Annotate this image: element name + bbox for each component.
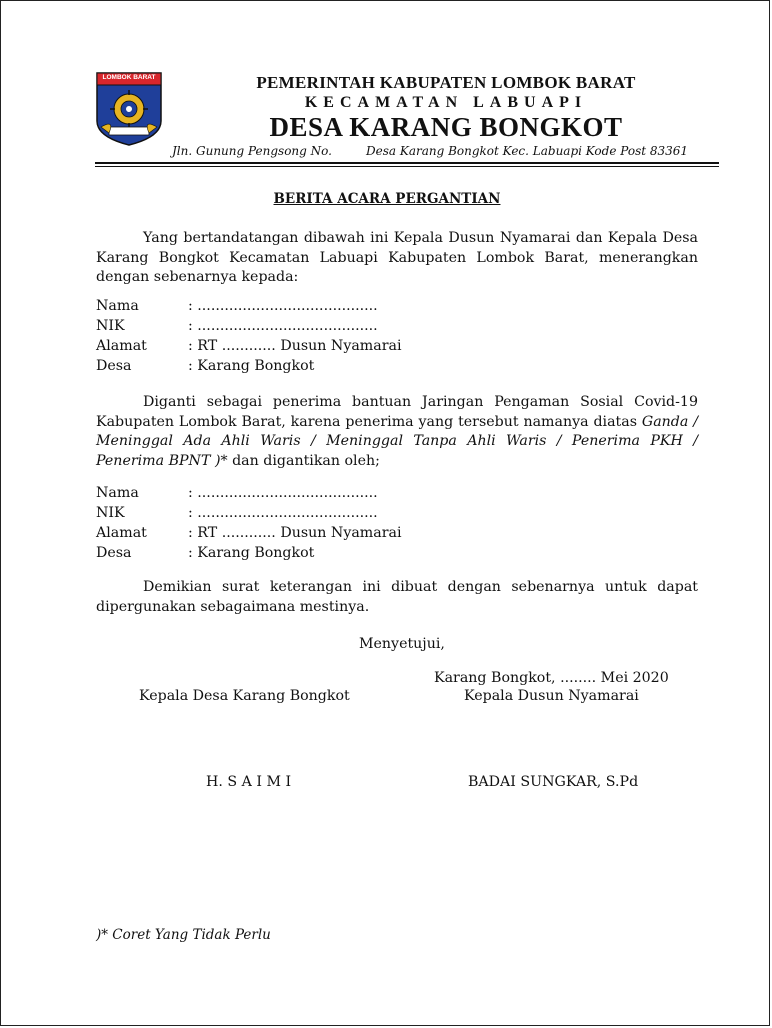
replacement-paragraph [96, 393, 698, 471]
field-label: NIK [96, 318, 125, 334]
letterhead-district: KECAMATAN LABUAPI [304, 94, 588, 111]
regency-emblem-logo [95, 71, 163, 147]
field-label: Desa [96, 545, 132, 561]
letterhead-village: DESA KARANG BONGKOT [269, 112, 623, 142]
intro-paragraph [96, 229, 698, 288]
closing-text: Demikian surat keterangan ini dibuat dengan sebenarnya untuk dapat dipergunakan sebagaimana mestinya. [96, 579, 698, 615]
field-label: Desa [96, 358, 132, 374]
field-value: : Karang Bongkot [188, 545, 315, 561]
replacement-tail: dan digantikan oleh; [232, 452, 380, 469]
field-label: NIK [96, 505, 125, 521]
emblem-label: LOMBOK BARAT [102, 74, 156, 81]
field-value: : ........................................ [188, 298, 378, 314]
left-signer-role: Kepala Desa Karang Bongkot [139, 688, 350, 704]
document-title: BERITA ACARA PERGANTIAN [273, 191, 501, 207]
letterhead-divider-thick [95, 162, 719, 164]
field-value: : ........................................ [188, 485, 378, 501]
replacement-text: Diganti sebagai penerima bantuan Jaringan Pengaman Sosial Covid-19 Kabupaten Lombok Barat, karena penerima yang tersebut namanya diatas [96, 394, 698, 430]
letterhead-address-street: Jln. Gunung Pengsong No. [172, 144, 332, 158]
footnote: )* Coret Yang Tidak Perlu [96, 927, 271, 943]
field-label: Nama [96, 298, 139, 314]
field-value: : RT ............ Dusun Nyamarai [188, 525, 402, 541]
replacement-options: Ganda / Meninggal Ada Ahli Waris / Meninggal Tanpa Ahli Waris / Penerima PKH / Penerima BPNT )* [96, 413, 699, 469]
emblem-icon [95, 71, 163, 147]
field-label: Alamat [96, 338, 147, 354]
closing-paragraph [96, 578, 698, 617]
left-signer-name: H. S A I M I [206, 774, 292, 790]
field-label: Nama [96, 485, 139, 501]
field-value: : ........................................ [188, 505, 378, 521]
right-signer-role: Kepala Dusun Nyamarai [464, 688, 639, 704]
letterhead-divider-thin [95, 166, 719, 167]
right-signer-name: BADAI SUNGKAR, S.Pd [468, 774, 639, 790]
letterhead-government: PEMERINTAH KABUPATEN LOMBOK BARAT [256, 73, 636, 92]
intro-text: Yang bertandatangan dibawah ini Kepala Dusun Nyamarai dan Kepala Desa Karang Bongkot Kecamatan Labuapi Kabupaten Lombok Barat, menerangkan dengan sebenarnya kepada: [96, 230, 698, 285]
field-value: : ........................................ [188, 318, 378, 334]
letterhead-address-postal: Desa Karang Bongkot Kec. Labuapi Kode Post 83361 [366, 144, 689, 158]
field-label: Alamat [96, 525, 147, 541]
field-value: : Karang Bongkot [188, 358, 315, 374]
place-date: Karang Bongkot, ........ Mei 2020 [434, 670, 669, 686]
field-value: : RT ............ Dusun Nyamarai [188, 338, 402, 354]
approval-label: Menyetujui, [359, 636, 445, 652]
